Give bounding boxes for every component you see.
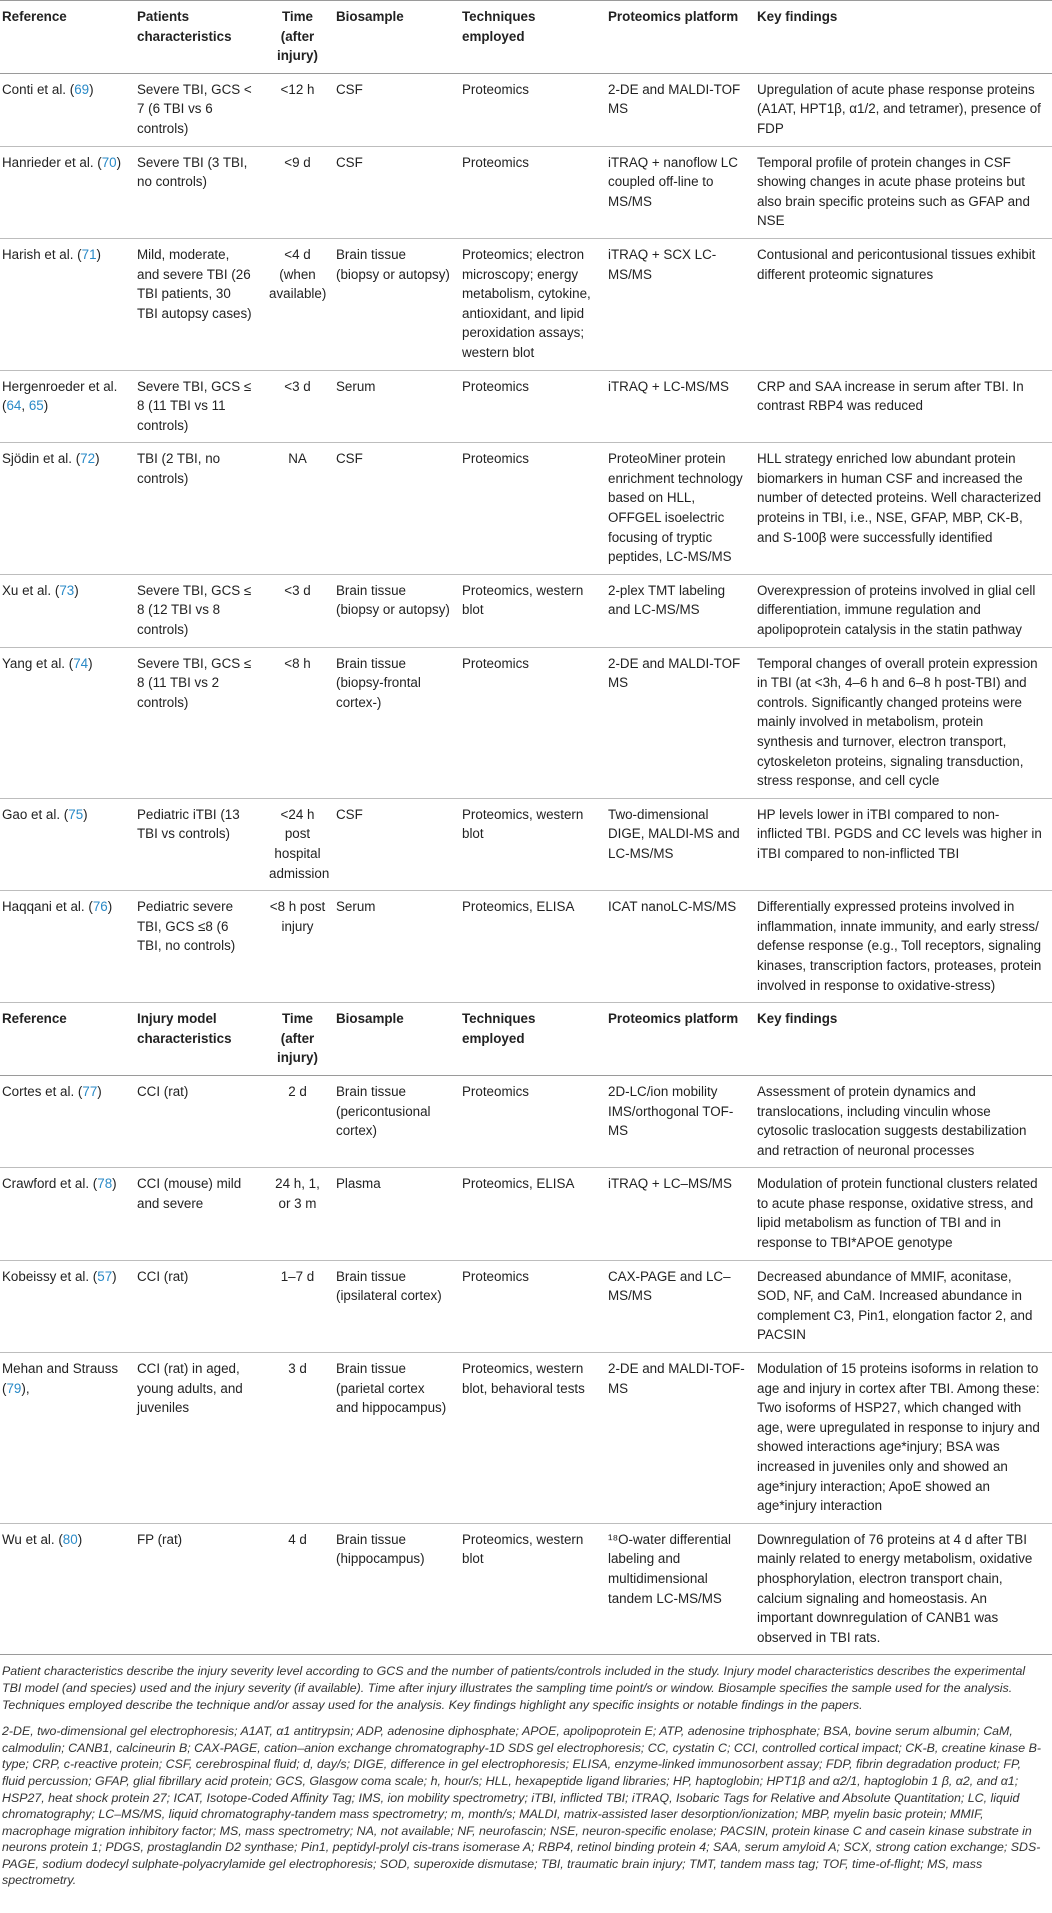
reference-close: )	[107, 899, 113, 915]
table-row	[0, 1260, 1052, 1352]
header-techniques: Techniques employed	[462, 9, 536, 44]
cell-reference	[0, 647, 135, 798]
cell-characteristics: Severe TBI, GCS ≤ 8 (11 TBI vs 11 controls)	[137, 378, 252, 433]
header-key-findings: Key findings	[757, 9, 838, 24]
cell-reference	[0, 1523, 135, 1655]
cell-platform: 2D-LC/ion mobility IMS/orthogonal TOF-MS	[608, 1083, 734, 1139]
table-row	[0, 146, 1052, 238]
cell-techniques: Proteomics	[462, 451, 529, 467]
header-time: Time (after injury)	[277, 9, 318, 64]
cell-biosample: Serum	[336, 899, 376, 915]
footnote-description: Patient characteristics describe the injury severity level according to GCS and the number of patients/controls included in the study. Injury model characteristics describes the experimental TBI model (and species) used and the injury severity (if available). Time after injury illustrates the sampling time point/s or window. Biosample specifies the sample used for the analysis. Techniques employed describe the technique and/or assay used for the analysis. Key findings highlight any specific insights or notable findings in the papers.	[2, 1664, 1026, 1712]
citation-link[interactable]: 80	[62, 1531, 78, 1547]
cell-time: <3 d	[284, 378, 311, 394]
cell-techniques: Proteomics	[462, 378, 529, 394]
reference-text: Gao et al. (	[2, 806, 69, 822]
table-footnotes	[0, 1655, 1052, 1889]
cell-techniques: Proteomics, ELISA	[462, 1176, 575, 1192]
cell-platform: iTRAQ + nanoflow LC coupled off-line to MS/MS	[608, 154, 738, 209]
cell-biosample: CSF	[336, 154, 363, 170]
cell-time: 4 d	[288, 1531, 307, 1547]
cell-time: 3 d	[288, 1361, 307, 1377]
cell-biosample: CSF	[336, 806, 363, 822]
cell-reference	[0, 1260, 135, 1352]
cell-biosample: Brain tissue (parietal cortex and hippocampus)	[336, 1361, 447, 1416]
reference-text: Harish et al. (	[2, 246, 82, 262]
cell-time: <3 d	[284, 582, 311, 598]
reference-text: Sjödin et al. (	[2, 451, 81, 467]
citation-separator: ,	[21, 398, 29, 414]
reference-text: Hanrieder et al. (	[2, 154, 102, 170]
table-row	[0, 574, 1052, 647]
cell-reference	[0, 1075, 135, 1167]
reference-text: Wu et al. (	[2, 1531, 63, 1547]
reference-text: Crawford et al. (	[2, 1176, 98, 1192]
cell-key-findings: Temporal changes of overall protein expression in TBI (at <3h, 4–6 h and 6–8 h post-TBI) and controls. Significantly changed proteins were mainly involved in metabolism, protein synthesis and turnover, electron transport, cytoskeleton proteins, signaling transduction, stress response, and cell cycle	[757, 655, 1038, 789]
cell-reference	[0, 146, 135, 238]
citation-link[interactable]: 72	[80, 451, 96, 467]
cell-techniques: Proteomics	[462, 1268, 529, 1284]
cell-platform: iTRAQ + LC–MS/MS	[608, 1176, 732, 1192]
cell-characteristics: Severe TBI, GCS ≤ 8 (12 TBI vs 8 controls)	[137, 582, 252, 638]
cell-key-findings: Assessment of protein dynamics and translocations, including vinculin whose cytosolic traslocation suggests destabilization and retraction of neuronal processes	[757, 1083, 1027, 1158]
cell-platform: iTRAQ + SCX LC-MS/MS	[608, 246, 717, 282]
cell-techniques: Proteomics	[462, 81, 529, 97]
cell-techniques: Proteomics; electron microscopy; energy metabolism, cytokine, antioxidant, and lipid peroxidation assays; western blot	[462, 246, 591, 360]
cell-platform: iTRAQ + LC-MS/MS	[608, 378, 729, 394]
cell-platform: ¹⁸O-water differential labeling and multidimensional tandem LC-MS/MS	[608, 1531, 731, 1606]
reference-close: )	[74, 582, 79, 598]
cell-time: <9 d	[284, 154, 311, 170]
cell-time: NA	[288, 451, 307, 467]
table-row	[0, 647, 1052, 798]
cell-characteristics: Mild, moderate, and severe TBI (26 TBI patients, 30 TBI autopsy cases)	[137, 246, 252, 321]
cell-platform: ICAT nanoLC-MS/MS	[608, 899, 737, 915]
cell-platform: CAX-PAGE and LC–MS/MS	[608, 1268, 731, 1304]
cell-time: 2 d	[288, 1083, 307, 1099]
header-key-findings: Key findings	[757, 1011, 838, 1027]
reference-text: Mehan and Strauss (	[2, 1361, 119, 1396]
reference-close: )	[88, 655, 93, 671]
cell-characteristics: Severe TBI (3 TBI, no controls)	[137, 154, 248, 190]
cell-reference	[0, 798, 135, 890]
cell-key-findings: HP levels lower in iTBI compared to non-inflicted TBI. PGDS and CC levels was higher in iTBI compared to non-inflicted TBI	[757, 806, 1042, 861]
cell-key-findings: HLL strategy enriched low abundant protein biomarkers in human CSF and increased the number of detected proteins. Well characterized proteins in TBI, i.e., NSE, GFAP, MBP, CK-B, and S-100β were successfully identified	[757, 451, 1042, 545]
reference-close: )	[77, 1531, 83, 1547]
cell-key-findings: Downregulation of 76 proteins at 4 d after TBI mainly related to energy metabolism, oxidative phosphorylation, electron transport chain, calcium signaling and homeostasis. An important downregulation of CANB1 was observed in TBI rats.	[757, 1531, 1033, 1645]
cell-techniques: Proteomics, ELISA	[462, 899, 575, 915]
citation-link[interactable]: 74	[73, 655, 89, 671]
cell-reference	[0, 574, 135, 647]
table-row	[0, 798, 1052, 890]
cell-platform: 2-DE and MALDI-TOF MS	[608, 655, 741, 691]
cell-techniques: Proteomics	[462, 655, 529, 671]
reference-close: )	[112, 1176, 117, 1192]
citation-link[interactable]: 69	[74, 81, 90, 97]
cell-characteristics: TBI (2 TBI, no controls)	[137, 451, 221, 486]
cell-characteristics: FP (rat)	[137, 1531, 183, 1547]
citation-link[interactable]: 77	[82, 1083, 98, 1099]
cell-key-findings: Decreased abundance of MMIF, aconitase, SOD, NF, and CaM. Increased abundance in complement C3, Pin1, elongation factor 2, and PACSIN	[757, 1268, 1033, 1343]
cell-time: <12 h	[280, 81, 315, 97]
table-row	[0, 1523, 1052, 1655]
cell-platform: ProteoMiner protein enrichment technology based on HLL, OFFGEL isoelectric focusing of tryptic peptides, LC-MS/MS	[608, 451, 743, 565]
header-time: Time (after injury)	[277, 1011, 318, 1066]
cell-reference	[0, 1168, 135, 1260]
cell-platform: 2-plex TMT labeling and LC-MS/MS	[608, 582, 726, 618]
cell-platform: Two-dimensional DIGE, MALDI-MS and LC-MS/MS	[608, 806, 740, 861]
header-biosample: Biosample	[336, 9, 404, 24]
cell-characteristics: Severe TBI, GCS < 7 (6 TBI vs 6 controls)	[137, 81, 252, 136]
table-row	[0, 1075, 1052, 1167]
cell-key-findings: CRP and SAA increase in serum after TBI. In contrast RBP4 was reduced	[757, 378, 1024, 414]
cell-characteristics: Pediatric severe TBI, GCS ≤8 (6 TBI, no controls)	[137, 899, 236, 954]
cell-techniques: Proteomics	[462, 154, 529, 170]
subheader-row	[0, 1003, 1052, 1076]
cell-platform: 2-DE and MALDI-TOF MS	[608, 81, 741, 117]
citation-link[interactable]: 78	[97, 1176, 113, 1192]
cell-characteristics: CCI (rat) in aged, young adults, and juveniles	[137, 1361, 243, 1416]
cell-key-findings: Modulation of protein functional clusters related to acute phase response, oxidative stress, and lipid metabolism as function of TBI and in response to TBI*APOE genotype	[757, 1176, 1038, 1251]
cell-key-findings: Modulation of 15 proteins isoforms in relation to age and injury in cortex after TBI. Among these: Two isoforms of HSP27, which changed with age, were upregulated in response to injury and showed interactions age*injury; BSA was increased in juveniles only and showed an age*injury interaction; ApoE showed an age*injury interaction	[757, 1361, 1040, 1514]
cell-biosample: Brain tissue (biopsy or autopsy)	[336, 582, 450, 618]
cell-techniques: Proteomics, western blot	[462, 806, 584, 842]
header-platform: Proteomics platform	[608, 1011, 739, 1027]
reference-close: )	[95, 451, 100, 467]
reference-text: Haqqani et al. (	[2, 899, 93, 915]
header-injury-model: Injury model characteristics	[137, 1011, 232, 1046]
citation-link[interactable]: 79	[6, 1380, 22, 1396]
cell-characteristics: CCI (rat)	[137, 1268, 189, 1284]
table-row	[0, 238, 1052, 370]
cell-reference	[0, 1353, 135, 1524]
citation-link[interactable]: 64	[6, 398, 22, 414]
table-row	[0, 1168, 1052, 1260]
reference-close: )	[43, 398, 49, 414]
cell-reference	[0, 443, 135, 575]
header-reference: Reference	[2, 1011, 67, 1027]
citation-link[interactable]: 71	[81, 246, 97, 262]
cell-biosample: Brain tissue (biopsy or autopsy)	[336, 246, 450, 282]
cell-reference	[0, 891, 135, 1003]
cell-key-findings: Overexpression of proteins involved in glial cell differentiation, immune regulation and apolipoprotein catalysis in the statin pathway	[757, 582, 1036, 638]
cell-techniques: Proteomics, western blot, behavioral tests	[462, 1361, 585, 1396]
cell-biosample: Brain tissue (hippocampus)	[336, 1531, 425, 1567]
cell-time: <8 h	[284, 655, 311, 671]
header-patients-characteristics: Patients characteristics	[137, 9, 232, 44]
cell-characteristics: CCI (mouse) mild and severe	[137, 1176, 242, 1211]
table-row	[0, 1353, 1052, 1524]
cell-reference	[0, 73, 135, 146]
cell-biosample: Brain tissue (biopsy-frontal cortex-)	[336, 655, 421, 710]
reference-close: ),	[21, 1380, 30, 1396]
footnote-abbreviations: 2-DE, two-dimensional gel electrophoresis; A1AT, α1 antitrypsin; ADP, adenosine diphosphate; APOE, apolipoprotein E; ATP, adenosine triphosphate; BSA, bovine serum albumin; CaM, calmodulin; CANB1, calcineurin B; CAX-PAGE, cation–anion exchange chromatography-1D SDS gel electrophoresis; CC, cystatin C; CCI, controlled cortical impact; CK-B, creatine kinase B-type; CRP, c-reactive protein; CSF, cerebrospinal fluid; d, day/s; DIGE, difference in gel electrophoresis; ELISA, enzyme-linked immunosorbent assay; FDP, fibrin degradation product; FP, fluid percussion; GFAP, glial fibrillary acid protein; GCS, Glasgow coma scale; h, hour/s; HLL, hexapeptide ligand libraries; HP, haptoglobin; HPT1β and α2/1, haptoglobin 1 β, α2, and α1; HSP27, heat shock protein 27; ICAT, Isotope-Coded Affinity Tag; IMS, ion mobility spectrometry; iTBI, inflicted TBI; iTRAQ, Isobaric Tags for Relative and Absolute Quantitation; LC, liquid chromatography; LC–MS/MS, liquid chromatography-tandem mass spectrometry; m, month/s; MALDI, matrix-assisted laser desorption/ionization; MBP, myelin basic protein; MMIF, macrophage migration inhibitory factor; MS, mass spectrometry; NA, not available; NF, neurofascin; NSE, neuron-specific enolase; PACSIN, protein kinase C and casein kinase substrate in neurons protein 1; PDGS, prostaglandin D2 synthase; Pin1, peptidyl-prolyl cis-trans isomerase A; RBP4, retinol binding protein 4; SAA, serum amyloid A; SCX, strong cation exchange; SDS-PAGE, sodium dodecyl sulphate-polyacrylamide gel electrophoresis; SOD, superoxide dismutase; TBI, traumatic brain injury; TMT, tandem mass tag; TOF, time-of-flight; MS, mass spectrometry.	[2, 1724, 1041, 1888]
citation-link[interactable]: 73	[59, 582, 75, 598]
cell-characteristics: CCI (rat)	[137, 1083, 189, 1099]
citation-link[interactable]: 75	[68, 806, 84, 822]
reference-text: Cortes et al. (	[2, 1083, 83, 1099]
cell-key-findings: Upregulation of acute phase response proteins (A1AT, HPT1β, α1/2, and tetramer), presence of FDP	[757, 81, 1041, 136]
header-techniques: Techniques employed	[462, 1011, 536, 1046]
header-row	[0, 1, 1052, 74]
reference-close: )	[97, 1083, 102, 1099]
cell-biosample: Plasma	[336, 1176, 381, 1192]
cell-biosample: Brain tissue (pericontusional cortex)	[336, 1083, 431, 1139]
cell-techniques: Proteomics, western blot	[462, 1531, 584, 1567]
cell-time: <8 h post injury	[269, 899, 326, 934]
cell-time: 24 h, 1, or 3 m	[275, 1176, 320, 1211]
reference-close: )	[89, 81, 94, 97]
reference-text: Kobeissy et al. (	[2, 1268, 98, 1284]
citation-link[interactable]: 57	[97, 1268, 113, 1284]
header-reference: Reference	[2, 9, 67, 24]
cell-biosample: CSF	[336, 451, 363, 467]
cell-time: <4 d (when available)	[269, 246, 327, 302]
cell-biosample: Brain tissue (ipsilateral cortex)	[336, 1268, 442, 1304]
cell-techniques: Proteomics, western blot	[462, 582, 584, 618]
table-row	[0, 73, 1052, 146]
cell-reference	[0, 370, 135, 443]
header-biosample: Biosample	[336, 1011, 404, 1027]
table-row	[0, 891, 1052, 1003]
reference-text: Xu et al. (	[2, 582, 60, 598]
cell-biosample: CSF	[336, 81, 363, 97]
table-row	[0, 443, 1052, 575]
reference-text: Hergenroeder et al. (	[2, 378, 118, 414]
cell-time: <24 h post hospital admission	[269, 806, 330, 881]
cell-time: 1–7 d	[280, 1268, 315, 1284]
cell-biosample: Serum	[336, 378, 376, 394]
citation-link[interactable]: 76	[92, 899, 108, 915]
reference-close: )	[112, 1268, 117, 1284]
citation-link[interactable]: 70	[101, 154, 117, 170]
citation-link[interactable]: 65	[28, 398, 44, 414]
cell-key-findings: Temporal profile of protein changes in CSF showing changes in acute phase proteins but also brain specific proteins such as GFAP and NSE	[757, 154, 1030, 229]
reference-text: Yang et al. (	[2, 655, 74, 671]
reference-text: Conti et al. (	[2, 81, 75, 97]
reference-close: )	[83, 806, 88, 822]
reference-close: )	[116, 154, 122, 170]
table-row	[0, 370, 1052, 443]
cell-characteristics: Severe TBI, GCS ≤ 8 (11 TBI vs 2 controls)	[137, 655, 252, 710]
cell-platform: 2-DE and MALDI-TOF-MS	[608, 1361, 745, 1396]
cell-reference	[0, 238, 135, 370]
header-platform: Proteomics platform	[608, 9, 739, 24]
cell-key-findings: Differentially expressed proteins involved in inflammation, innate immunity, and early stress/ defense response (e.g., Toll receptors, signaling kinases, transcription factors, proteases, protein involved in response to oxidative-stress)	[757, 899, 1042, 993]
cell-characteristics: Pediatric iTBI (13 TBI vs controls)	[137, 806, 240, 842]
cell-techniques: Proteomics	[462, 1083, 529, 1099]
cell-key-findings: Contusional and pericontusional tissues exhibit different proteomic signatures	[757, 246, 1036, 282]
reference-close: )	[96, 246, 101, 262]
